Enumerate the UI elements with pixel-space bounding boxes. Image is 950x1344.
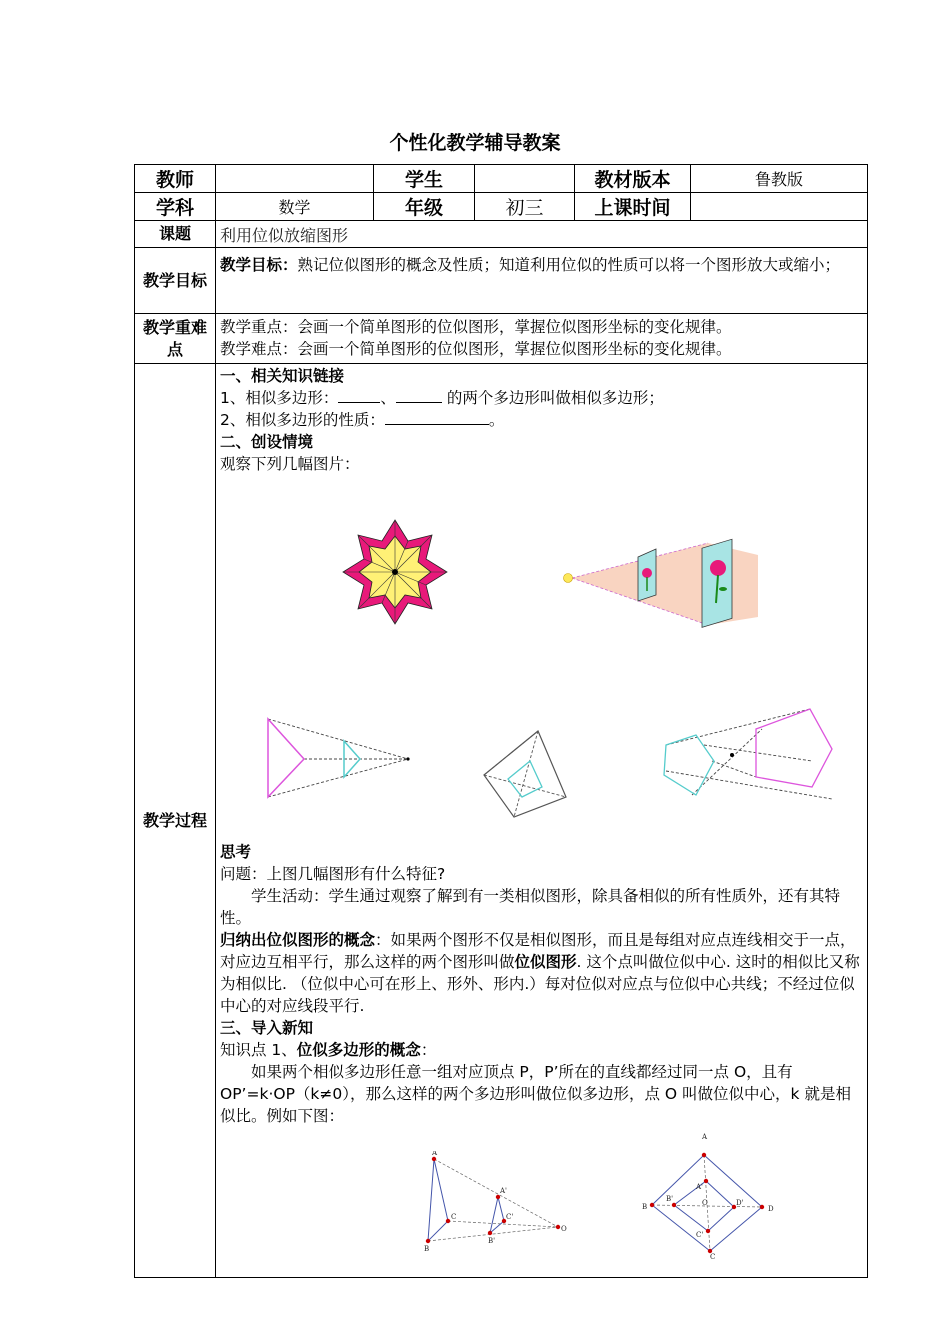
- think-title: 思考: [220, 843, 252, 861]
- teacher-value[interactable]: [216, 165, 374, 193]
- label-B1: B': [488, 1237, 496, 1245]
- grade-label: 年级: [374, 193, 475, 221]
- label-C-2: C: [710, 1253, 716, 1261]
- blank-1[interactable]: [338, 388, 380, 403]
- teacher-label: 教师: [135, 165, 216, 193]
- pentagon-figure: [652, 703, 842, 813]
- textbook-value: 鲁教版: [691, 165, 868, 193]
- homothety-pictures: [220, 475, 863, 841]
- triangle-homothety-figure: [418, 1151, 578, 1261]
- grade-value: 初三: [475, 193, 575, 221]
- goal-text: 熟记位似图形的概念及性质；知道利用位似的性质可以将一个图形放大或缩小；: [297, 256, 841, 274]
- label-C1-2: C': [696, 1231, 704, 1239]
- class-time-value[interactable]: [691, 193, 868, 221]
- projector-figure: [558, 535, 758, 635]
- definition-text: 如果两个相似多边形任意一组对应顶点 P，P’所在的直线都经过同一点 O，且有 OP’=k·OP（k≠0），那么这样的两个多边形叫做位似多边形，点 O 叫做位似中心，k 就是相似比。例如下图：: [220, 1063, 851, 1125]
- label-A-2: A: [702, 1133, 708, 1141]
- knowledge-point: 知识点 1、位似多边形的概念：: [220, 1041, 437, 1059]
- question-text: 问题：上图几幅图形有什么特征?: [220, 865, 446, 883]
- process-label: 教学过程: [135, 364, 216, 1278]
- section-1-title: 一、相关知识链接: [220, 367, 345, 385]
- item-1: 1、相似多边形： 、 的两个多边形叫做相似多边形；: [220, 389, 664, 407]
- quadrilateral-figure: [478, 725, 578, 825]
- lesson-plan-table: [134, 164, 868, 1278]
- lesson-label: 课题: [135, 221, 216, 248]
- flower-figure: [340, 517, 450, 627]
- label-C1: C': [506, 1213, 514, 1221]
- class-time-label: 上课时间: [575, 193, 691, 221]
- label-A1-2: A': [696, 1183, 703, 1191]
- focus-label: 教学重难点: [135, 314, 216, 364]
- section-3-title: 三、导入新知: [220, 1019, 314, 1037]
- concept-bold: 位似图形: [514, 953, 577, 971]
- triangle-figure: [258, 713, 418, 803]
- label-A: A: [432, 1151, 438, 1157]
- label-B1-2: B': [666, 1195, 674, 1203]
- label-D1-2: D': [736, 1199, 744, 1207]
- student-label: 学生: [374, 165, 475, 193]
- textbook-label: 教材版本: [575, 165, 691, 193]
- section-2-title: 二、创设情境: [220, 433, 314, 451]
- label-C: C: [451, 1213, 457, 1221]
- observe-text: 观察下列几幅图片：: [220, 455, 360, 473]
- page-title: 个性化教学辅导教案: [389, 132, 561, 154]
- lesson-title: 利用位似放缩图形: [216, 221, 868, 248]
- label-D-2: D: [768, 1205, 774, 1213]
- quadrilateral-homothety-figure: [638, 1131, 798, 1261]
- concept-paragraph: 归纳出位似图形的概念：如果两个图形不仅是相似图形，而且是每组对应点连线相交于一点，对应边互相平行，那么这样的两个图形叫做位似图形. 这个点叫做位似中心. 这时的相似比又称为相似比. （位似中心可在形上、形外、形内.）每对位似对应点与位似中心共线；不经过位似中心的对应线段平行.: [220, 931, 860, 1015]
- subject-value: 数学: [216, 193, 374, 221]
- activity-text: 学生活动：学生通过观察了解到有一类相似图形，除具备相似的所有性质外，还有其特性。: [220, 887, 841, 927]
- student-value[interactable]: [475, 165, 575, 193]
- goal-prefix: 教学目标：: [220, 256, 298, 274]
- blank-2[interactable]: [396, 388, 442, 403]
- label-O-2: O: [702, 1199, 708, 1207]
- label-O: O: [561, 1225, 567, 1233]
- key-point: 教学重点：会画一个简单图形的位似图形，掌握位似图形坐标的变化规律。: [220, 318, 732, 336]
- blank-3[interactable]: [385, 410, 489, 425]
- label-A1: A': [500, 1187, 507, 1195]
- subject-label: 学科: [135, 193, 216, 221]
- label-B: B: [424, 1245, 430, 1253]
- goal-label: 教学目标: [135, 248, 216, 314]
- label-B-2: B: [642, 1203, 648, 1211]
- similar-polygon-examples: [220, 1127, 863, 1277]
- difficulty: 教学难点：会画一个简单图形的位似图形，掌握位似图形坐标的变化规律。: [220, 340, 732, 358]
- item-2: 2、相似多边形的性质： 。: [220, 411, 505, 429]
- concept-lead: 归纳出位似图形的概念: [220, 931, 376, 949]
